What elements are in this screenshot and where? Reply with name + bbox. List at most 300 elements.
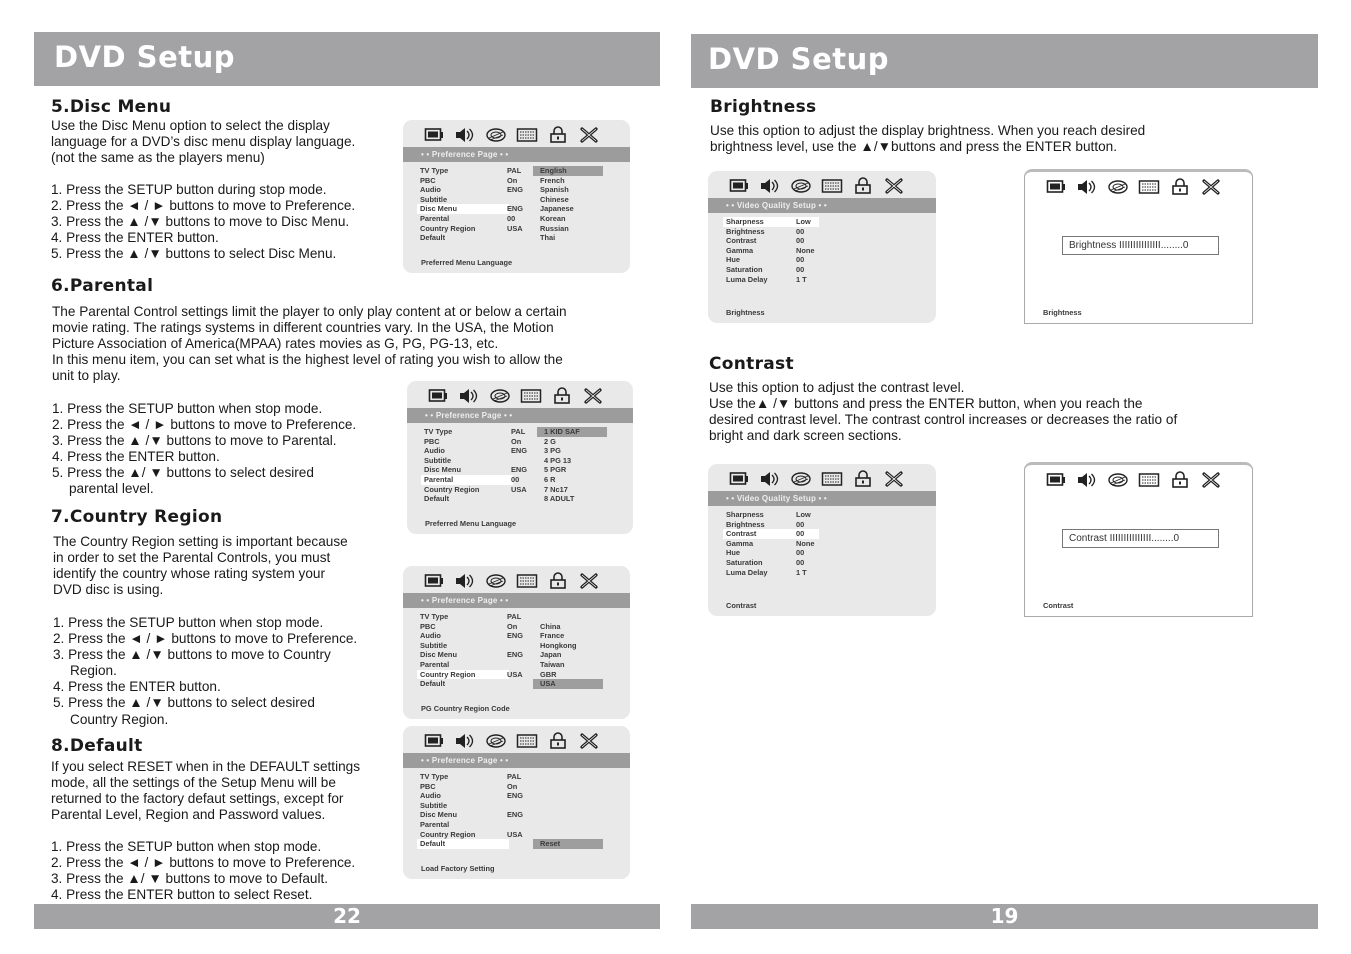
osd-footer: Preferred Menu Language <box>421 258 513 267</box>
speaker-icon <box>1076 178 1098 195</box>
text-line: bright and dark screen sections. <box>709 428 902 444</box>
osd-option: 1 KID SAF <box>544 427 580 436</box>
step-line: Region. <box>70 663 117 679</box>
osd-setting-label: Audio <box>424 446 445 456</box>
step-line: 2. Press the ◄ / ► buttons to move to Preference. <box>51 198 356 214</box>
step-line: 3. Press the ▲/ ▼ buttons to move to Default. <box>51 871 329 887</box>
osd-row <box>708 236 936 246</box>
osd-setting-value: 00 <box>796 519 805 529</box>
osd-icon-bar <box>423 126 600 143</box>
osd-page-title: • • Preference Page • • <box>403 147 630 162</box>
text-line: in order to set the Parental Controls, you must <box>53 550 331 566</box>
keyboard-icon <box>1138 471 1160 488</box>
osd-row <box>403 631 630 641</box>
osd-setting-value: On <box>507 621 518 631</box>
osd-setting-label: PBC <box>420 175 436 185</box>
lock-icon <box>547 732 569 749</box>
osd-row <box>708 529 936 539</box>
osd-option: Reset <box>540 839 561 849</box>
lock-icon <box>547 126 569 143</box>
osd-disc-menu <box>403 120 630 273</box>
text-line: In this menu item, you can set what is the highest level of rating you wish to allow the <box>52 352 563 368</box>
osd-setting-label: Country Region <box>424 484 480 494</box>
osd-row <box>708 217 936 227</box>
osd-setting-label: Country Region <box>420 829 476 839</box>
osd-setting-label: PBC <box>420 781 436 791</box>
default-steps <box>51 839 355 903</box>
osd-setting-label: Contrast <box>726 529 757 539</box>
text-line: The Country Region setting is important because <box>53 534 348 549</box>
exit-icon <box>1200 471 1222 488</box>
osd-setting-value: ENG <box>507 791 524 801</box>
exit-icon <box>883 470 905 487</box>
osd-setting-value: ENG <box>507 631 524 641</box>
keyboard-icon <box>516 126 538 143</box>
lock-icon <box>551 387 573 404</box>
osd-setting-value: PAL <box>511 427 526 436</box>
osd-setting-label: PBC <box>420 621 436 631</box>
osd-setting-value: 00 <box>796 226 805 236</box>
osd-setting-value: 1 T <box>796 567 807 577</box>
right-page-number: 19 <box>691 904 1318 929</box>
osd-setting-value: ENG <box>511 465 528 475</box>
osd-setting-value: On <box>511 436 522 446</box>
osd-setting-label: Subtitle <box>424 455 452 465</box>
tv-icon <box>423 126 445 143</box>
osd-row <box>407 494 633 504</box>
text-line: identify the country whose rating system your <box>53 566 326 582</box>
osd-option: Japan <box>540 650 562 660</box>
osd-setting-label: Audio <box>420 791 441 801</box>
osd-icon-bar <box>728 470 905 487</box>
osd-setting-label: Parental <box>424 474 454 484</box>
osd-setting-label: Brightness <box>726 226 765 236</box>
osd-setting-value: 00 <box>507 213 516 223</box>
osd-icon-bar <box>423 572 600 589</box>
osd-row <box>403 233 630 243</box>
osd-setting-value: USA <box>511 484 527 494</box>
disc-icon <box>790 470 812 487</box>
disc-menu-steps <box>51 182 355 262</box>
step-line: 1. Press the SETUP button when stop mode. <box>51 839 322 854</box>
text-line: brightness level, use the ▲/▼buttons and press the ENTER button. <box>710 139 1117 155</box>
osd-settings-table <box>403 612 630 689</box>
disc-icon <box>485 572 507 589</box>
osd-row <box>403 195 630 205</box>
osd-footer: Contrast <box>1043 601 1074 610</box>
osd-setting-label: Hue <box>726 255 740 265</box>
text-line: The Parental Control settings limit the player to only play content at or below a certain <box>52 304 567 319</box>
osd-setting-label: Subtitle <box>420 194 448 204</box>
osd-icon-bar <box>1045 178 1222 195</box>
osd-option: 6 R <box>544 474 556 484</box>
text-line: unit to play. <box>52 368 121 384</box>
osd-option: Chinese <box>540 194 569 204</box>
parental-intro <box>52 304 567 384</box>
osd-icon-bar <box>728 177 905 194</box>
osd-setting-label: Subtitle <box>420 800 448 810</box>
osd-setting-value: 00 <box>796 236 805 246</box>
osd-row <box>708 558 936 568</box>
osd-option: Thai <box>540 233 556 243</box>
keyboard-icon <box>821 470 843 487</box>
step-line: 3. Press the ▲ /▼ buttons to move to Disc Menu. <box>51 214 350 230</box>
tv-icon <box>423 572 445 589</box>
osd-setting-label: TV Type <box>420 612 449 621</box>
tv-icon <box>728 177 750 194</box>
osd-row <box>403 214 630 224</box>
country-region-intro <box>53 534 348 598</box>
text-line: Use this option to adjust the contrast level. <box>709 380 965 395</box>
osd-setting-label: Country Region <box>420 669 476 679</box>
step-line: 2. Press the ◄ / ► buttons to move to Preference. <box>53 631 358 647</box>
text-line: Use the Disc Menu option to select the display <box>51 118 330 133</box>
step-line: 5. Press the ▲ /▼ buttons to select Disc Menu. <box>51 246 337 262</box>
osd-option: Russian <box>540 223 569 233</box>
osd-setting-label: TV Type <box>420 772 449 781</box>
disc-menu-title: 5.Disc Menu <box>51 97 172 117</box>
lock-icon <box>1169 178 1191 195</box>
osd-row <box>403 810 630 820</box>
text-line: DVD disc is using. <box>53 582 164 598</box>
osd-setting-label: Luma Delay <box>726 274 768 284</box>
exit-icon <box>578 572 600 589</box>
country-region-steps <box>53 615 357 728</box>
country-region-title: 7.Country Region <box>51 507 223 527</box>
osd-parental <box>407 381 633 534</box>
osd-row <box>708 510 936 520</box>
osd-row <box>403 224 630 234</box>
osd-row <box>403 660 630 670</box>
exit-icon <box>578 126 600 143</box>
osd-row <box>407 427 633 437</box>
tv-icon <box>427 387 449 404</box>
osd-option: Japanese <box>540 204 574 214</box>
osd-row <box>403 166 630 176</box>
disc-icon <box>1107 178 1129 195</box>
osd-footer: PG Country Region Code <box>421 704 510 713</box>
speaker-icon <box>454 126 476 143</box>
exit-icon <box>1200 178 1222 195</box>
osd-option: French <box>540 175 565 185</box>
osd-default <box>403 726 630 879</box>
osd-footer: Brightness <box>1043 308 1082 317</box>
osd-option: GBR <box>540 669 557 679</box>
brightness-intro <box>710 123 1145 155</box>
osd-option: 3 PG <box>544 446 561 456</box>
osd-row <box>708 227 936 237</box>
osd-setting-label: Subtitle <box>420 640 448 650</box>
tv-icon <box>1045 178 1067 195</box>
step-line: 3. Press the ▲ /▼ buttons to move to Parental. <box>52 433 337 449</box>
osd-setting-value: ENG <box>507 810 524 820</box>
osd-row <box>403 772 630 782</box>
osd-option: Korean <box>540 213 566 223</box>
osd-row <box>407 446 633 456</box>
osd-row <box>403 641 630 651</box>
keyboard-icon <box>516 572 538 589</box>
osd-brightness-adjust <box>1024 169 1253 324</box>
text-line: Use the▲ /▼ buttons and press the ENTER button, when you reach the <box>709 396 1143 412</box>
step-line: 3. Press the ▲ /▼ buttons to move to Country <box>53 647 331 663</box>
osd-row <box>403 185 630 195</box>
osd-setting-value: PAL <box>507 772 522 781</box>
keyboard-icon <box>516 732 538 749</box>
osd-setting-value: 00 <box>796 557 805 567</box>
osd-setting-label: Gamma <box>726 245 754 255</box>
osd-setting-value: USA <box>507 669 523 679</box>
step-line: 1. Press the SETUP button when stop mode. <box>52 401 323 416</box>
osd-setting-label: Default <box>420 679 446 689</box>
osd-brightness-menu <box>708 171 936 323</box>
osd-row <box>708 539 936 549</box>
osd-setting-label: TV Type <box>424 427 453 436</box>
step-line: Country Region. <box>70 711 169 727</box>
osd-row <box>708 246 936 256</box>
text-line: desired contrast level. The contrast control increases or decreases the ratio of <box>709 412 1178 428</box>
lock-icon <box>852 470 874 487</box>
step-line: 4. Press the ENTER button. <box>52 449 220 465</box>
osd-row <box>708 265 936 275</box>
keyboard-icon <box>821 177 843 194</box>
osd-row <box>407 475 633 485</box>
speaker-icon <box>454 732 476 749</box>
osd-setting-value: ENG <box>507 185 524 195</box>
osd-setting-label: TV Type <box>420 166 449 175</box>
left-header-title: DVD Setup <box>54 40 236 74</box>
osd-row <box>708 548 936 558</box>
osd-page-title: • • Video Quality Setup • • <box>708 491 936 506</box>
step-line: 5. Press the ▲/ ▼ buttons to select desired <box>52 465 314 481</box>
disc-menu-intro <box>51 118 355 166</box>
osd-row <box>403 839 630 849</box>
osd-setting-value: PAL <box>507 612 522 621</box>
osd-option: 2 G <box>544 436 556 446</box>
speaker-icon <box>759 470 781 487</box>
osd-row <box>403 204 630 214</box>
osd-setting-label: Country Region <box>420 223 476 233</box>
osd-settings-table <box>407 427 633 504</box>
osd-setting-label: Disc Menu <box>420 204 457 214</box>
osd-row <box>403 670 630 680</box>
exit-icon <box>578 732 600 749</box>
osd-country-region <box>403 566 630 719</box>
osd-option: 7 Nc17 <box>544 484 568 494</box>
osd-setting-label: Luma Delay <box>726 567 768 577</box>
osd-setting-label: Saturation <box>726 557 763 567</box>
parental-title: 6.Parental <box>51 276 154 296</box>
osd-footer: Load Factory Setting <box>421 864 495 873</box>
osd-setting-label: Default <box>420 233 446 243</box>
osd-row <box>407 485 633 495</box>
step-line: 5. Press the ▲ /▼ buttons to select desired <box>53 695 315 711</box>
osd-option: 4 PG 13 <box>544 455 572 465</box>
keyboard-icon <box>520 387 542 404</box>
osd-setting-label: Contrast <box>726 236 757 246</box>
osd-setting-value: 00 <box>796 548 805 558</box>
osd-setting-label: Hue <box>726 548 740 558</box>
text-line: movie rating. The ratings systems in different countries vary. In the USA, the Motion <box>52 320 554 336</box>
disc-icon <box>485 126 507 143</box>
osd-settings-table <box>403 166 630 243</box>
left-page <box>0 0 675 954</box>
osd-setting-label: Default <box>424 494 450 504</box>
osd-page-title: • • Preference Page • • <box>403 753 630 768</box>
default-intro <box>51 759 360 823</box>
osd-footer: Brightness <box>726 308 765 317</box>
osd-setting-value: 00 <box>796 529 805 539</box>
osd-setting-value: ENG <box>507 650 524 660</box>
osd-option: 5 PGR <box>544 465 567 475</box>
osd-setting-label: Parental <box>420 659 450 669</box>
osd-settings-table <box>403 772 630 849</box>
osd-row <box>403 650 630 660</box>
osd-settings-table <box>708 217 936 284</box>
osd-page-title: • • Video Quality Setup • • <box>708 198 936 213</box>
osd-option: Spanish <box>540 185 569 195</box>
osd-row <box>403 801 630 811</box>
lock-icon <box>852 177 874 194</box>
osd-setting-label: Saturation <box>726 264 763 274</box>
osd-setting-value: 1 T <box>796 274 807 284</box>
osd-option: 8 ADULT <box>544 494 575 504</box>
osd-setting-value: 00 <box>511 474 520 484</box>
osd-setting-label: Gamma <box>726 538 754 548</box>
osd-setting-value: 00 <box>796 264 805 274</box>
osd-setting-value: None <box>796 245 815 255</box>
tv-icon <box>1045 471 1067 488</box>
text-line: Parental Level, Region and Password values. <box>51 807 326 823</box>
osd-setting-value: On <box>507 781 518 791</box>
text-line: If you select RESET when in the DEFAULT settings <box>51 759 361 774</box>
disc-icon <box>485 732 507 749</box>
text-line: mode, all the settings of the Setup Menu will be <box>51 775 336 791</box>
osd-row <box>403 782 630 792</box>
osd-setting-label: Parental <box>420 819 450 829</box>
speaker-icon <box>454 572 476 589</box>
osd-option: English <box>540 166 567 175</box>
step-line: 4. Press the ENTER button. <box>51 230 219 246</box>
osd-setting-label: Disc Menu <box>424 465 461 475</box>
text-line: Use this option to adjust the display brightness. When you reach desired <box>710 123 1146 138</box>
tv-icon <box>423 732 445 749</box>
osd-setting-value: PAL <box>507 166 522 175</box>
contrast-intro <box>709 380 1177 444</box>
lock-icon <box>1169 471 1191 488</box>
step-line: 2. Press the ◄ / ► buttons to move to Preference. <box>52 417 357 433</box>
osd-icon-bar <box>1045 471 1222 488</box>
osd-setting-label: Sharpness <box>726 217 764 226</box>
step-line: 4. Press the ENTER button. <box>53 679 221 695</box>
osd-setting-value: USA <box>507 223 523 233</box>
step-line: 4. Press the ENTER button to select Reset. <box>51 887 313 903</box>
osd-row <box>403 176 630 186</box>
osd-row <box>708 275 936 285</box>
osd-row <box>403 622 630 632</box>
right-header-bar <box>691 34 1318 88</box>
speaker-icon <box>759 177 781 194</box>
osd-row <box>708 568 936 578</box>
osd-row <box>407 465 633 475</box>
osd-setting-value: ENG <box>507 204 524 214</box>
osd-page-title: • • Preference Page • • <box>407 408 633 423</box>
osd-settings-table <box>708 510 936 577</box>
parental-steps <box>52 401 356 498</box>
disc-icon <box>489 387 511 404</box>
osd-setting-value: None <box>796 538 815 548</box>
osd-setting-value: USA <box>507 829 523 839</box>
osd-option: Hongkong <box>540 640 577 650</box>
default-title: 8.Default <box>51 736 143 756</box>
osd-row <box>708 520 936 530</box>
keyboard-icon <box>1138 178 1160 195</box>
exit-icon <box>883 177 905 194</box>
text-line: language for a DVD’s disc menu display language. <box>51 134 356 150</box>
speaker-icon <box>458 387 480 404</box>
osd-level-bar: Contrast IIIIIIIIIIIIIII........0 <box>1062 529 1219 548</box>
osd-row <box>403 679 630 689</box>
disc-icon <box>1107 471 1129 488</box>
osd-setting-value: ENG <box>511 446 528 456</box>
osd-row <box>403 612 630 622</box>
osd-setting-label: Brightness <box>726 519 765 529</box>
osd-row <box>708 255 936 265</box>
step-line: parental level. <box>69 481 154 497</box>
osd-setting-label: Default <box>420 839 446 849</box>
osd-contrast-adjust <box>1024 462 1253 617</box>
osd-setting-label: Audio <box>420 631 441 641</box>
osd-contrast-menu <box>708 464 936 616</box>
osd-option: France <box>540 631 565 641</box>
right-header-title: DVD Setup <box>708 42 890 76</box>
disc-icon <box>790 177 812 194</box>
step-line: 2. Press the ◄ / ► buttons to move to Preference. <box>51 855 356 871</box>
osd-setting-value: On <box>507 175 518 185</box>
osd-row <box>403 830 630 840</box>
contrast-title: Contrast <box>709 354 794 374</box>
step-line: 1. Press the SETUP button during stop mode. <box>51 182 327 197</box>
osd-option: Taiwan <box>540 659 565 669</box>
osd-setting-label: Parental <box>420 213 450 223</box>
speaker-icon <box>1076 471 1098 488</box>
osd-row <box>407 456 633 466</box>
osd-setting-label: Disc Menu <box>420 810 457 820</box>
osd-row <box>403 820 630 830</box>
osd-icon-bar <box>423 732 600 749</box>
osd-setting-label: PBC <box>424 436 440 446</box>
tv-icon <box>728 470 750 487</box>
osd-level-bar: Brightness IIIIIIIIIIIIIII........0 <box>1062 236 1219 255</box>
text-line: Picture Association of America(MPAA) rates movies as G, PG, PG-13, etc. <box>52 336 499 352</box>
brightness-title: Brightness <box>710 97 817 117</box>
osd-setting-label: Disc Menu <box>420 650 457 660</box>
osd-setting-label: Audio <box>420 185 441 195</box>
osd-footer: Preferred Menu Language <box>425 519 517 528</box>
left-header-bar <box>34 32 660 86</box>
osd-setting-value: 00 <box>796 255 805 265</box>
osd-footer: Contrast <box>726 601 757 610</box>
osd-setting-value: Low <box>796 510 811 519</box>
osd-row <box>403 791 630 801</box>
right-page <box>676 0 1351 954</box>
exit-icon <box>582 387 604 404</box>
osd-option: USA <box>540 679 556 689</box>
osd-setting-label: Sharpness <box>726 510 764 519</box>
lock-icon <box>547 572 569 589</box>
osd-row <box>407 437 633 447</box>
osd-setting-value: Low <box>796 217 811 226</box>
osd-page-title: • • Preference Page • • <box>403 593 630 608</box>
